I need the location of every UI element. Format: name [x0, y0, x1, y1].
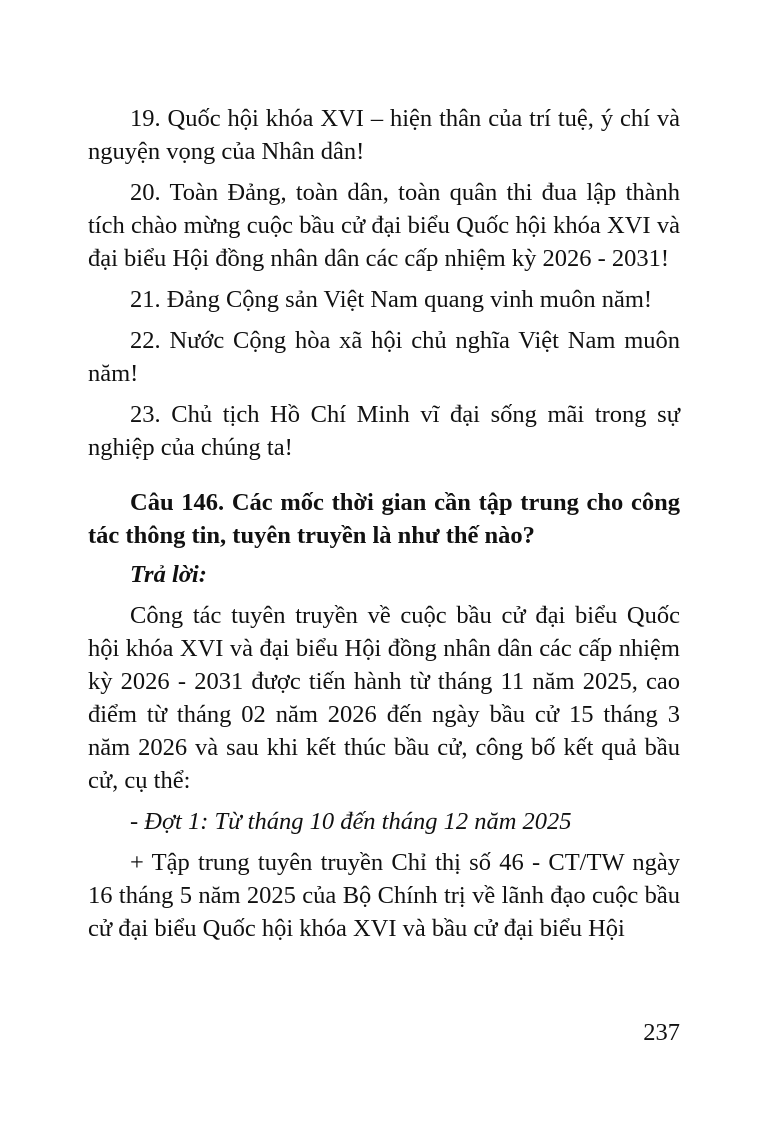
- slogan-21: 21. Đảng Cộng sản Việt Nam quang vinh muôn năm!: [130, 286, 653, 313]
- phase-1-heading: - Đợt 1: Từ tháng 10 đến tháng 12 năm 2025: [130, 808, 572, 835]
- slogan-22: 22. Nước Cộng hòa xã hội chủ nghĩa Việt Nam muôn năm!: [88, 327, 680, 387]
- answer-paragraph: Công tác tuyên truyền về cuộc bầu cử đại biểu Quốc hội khóa XVI và đại biểu Hội đồng nhân dân các cấp nhiệm kỳ 2026 - 2031 được tiến hành từ tháng 11 năm 2025, cao điểm từ tháng 02 năm 2026 đến ngày bầu cử 15 tháng 3 năm 2026 và sau khi kết thúc bầu cử, công bố kết quả bầu cử, cụ thể:: [88, 602, 680, 794]
- slogan-19: 19. Quốc hội khóa XVI – hiện thân của trí tuệ, ý chí và nguyện vọng của Nhân dân!: [88, 105, 680, 165]
- slogan-20: 20. Toàn Đảng, toàn dân, toàn quân thi đua lập thành tích chào mừng cuộc bầu cử đại biểu Quốc hội khóa XVI và đại biểu Hội đồng nhân dân các cấp nhiệm kỳ 2026 - 2031!: [88, 179, 680, 272]
- page-body: [88, 102, 680, 953]
- page-number: 237: [643, 1019, 680, 1046]
- answer-label: Trả lời:: [130, 561, 207, 588]
- phase-1-text: + Tập trung tuyên truyền Chỉ thị số 46 - CT/TW ngày 16 tháng 5 năm 2025 của Bộ Chính trị về lãnh đạo cuộc bầu cử đại biểu Quốc hội khóa XVI và bầu cử đại biểu Hội: [88, 849, 680, 942]
- question-heading: Câu 146. Các mốc thời gian cần tập trung cho công tác thông tin, tuyên truyền là như thế nào?: [88, 489, 680, 549]
- slogan-23: 23. Chủ tịch Hồ Chí Minh vĩ đại sống mãi trong sự nghiệp của chúng ta!: [88, 401, 680, 461]
